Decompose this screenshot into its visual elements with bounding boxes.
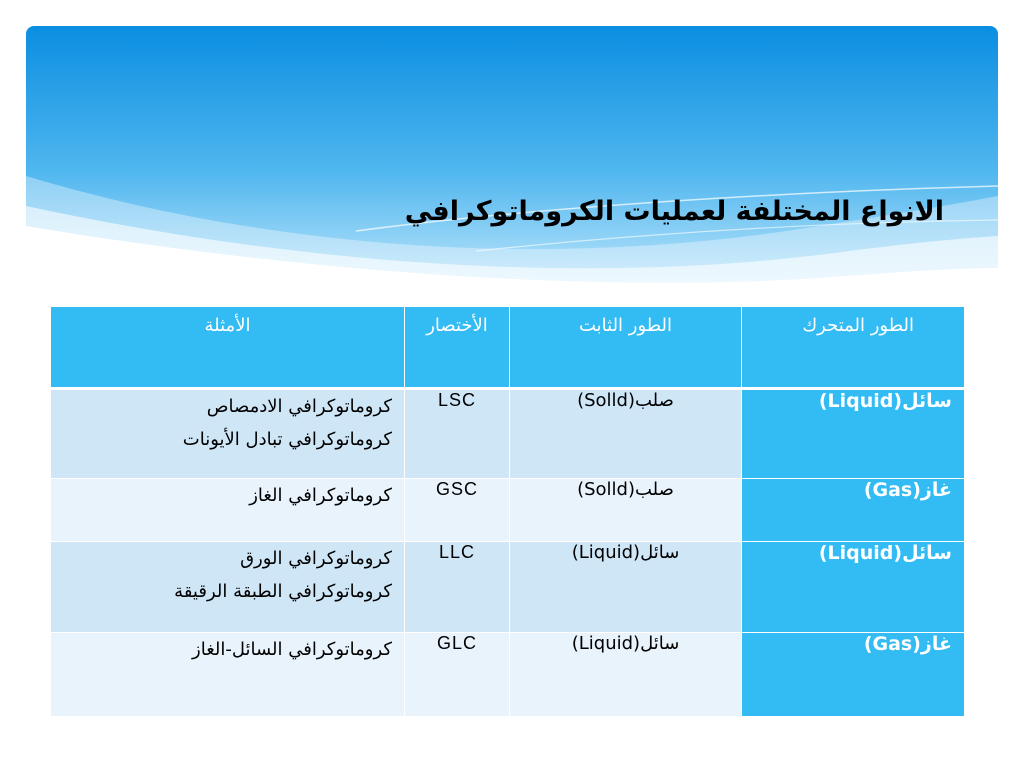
slide-header-banner	[26, 26, 998, 288]
header-wave-graphic	[26, 26, 998, 288]
table-row	[51, 542, 965, 633]
header-examples: الأمثلة	[51, 307, 405, 389]
cell-abbreviation: LSC	[405, 389, 510, 479]
cell-stationary-phase: سائل(Liquid)	[510, 542, 742, 633]
table-row	[51, 633, 965, 717]
table-header-row	[51, 307, 965, 389]
example-item: كروماتوكرافي الطبقة الرقيقة	[174, 581, 392, 602]
header-mobile-phase: الطور المتحرك	[742, 307, 965, 389]
cell-mobile-phase: غاز(Gas)	[742, 479, 965, 542]
cell-examples	[51, 542, 405, 633]
cell-examples	[51, 633, 405, 717]
cell-mobile-phase: سائل(Liquid)	[742, 542, 965, 633]
cell-abbreviation: LLC	[405, 542, 510, 633]
cell-examples	[51, 479, 405, 542]
table-row	[51, 479, 965, 542]
example-item: كروماتوكرافي السائل-الغاز	[192, 639, 392, 660]
cell-mobile-phase: سائل(Liquid)	[742, 389, 965, 479]
cell-stationary-phase: سائل(Liquid)	[510, 633, 742, 717]
cell-abbreviation: GLC	[405, 633, 510, 717]
page-title: الانواع المختلفة لعمليات الكروماتوكرافي	[404, 196, 944, 227]
example-item: كروماتوكرافي الادمصاص	[206, 396, 392, 417]
cell-mobile-phase: غاز(Gas)	[742, 633, 965, 717]
header-abbreviation: الأختصار	[405, 307, 510, 389]
cell-stationary-phase: صلب(Solld)	[510, 479, 742, 542]
cell-examples	[51, 389, 405, 479]
example-item: كروماتوكرافي تبادل الأيونات	[182, 429, 392, 450]
chromatography-types-table	[50, 306, 965, 717]
cell-stationary-phase: صلب(Solld)	[510, 389, 742, 479]
example-item: كروماتوكرافي الورق	[240, 548, 392, 569]
table-row	[51, 389, 965, 479]
example-item: كروماتوكرافي الغاز	[249, 485, 392, 506]
cell-abbreviation: GSC	[405, 479, 510, 542]
header-stationary-phase: الطور الثابت	[510, 307, 742, 389]
